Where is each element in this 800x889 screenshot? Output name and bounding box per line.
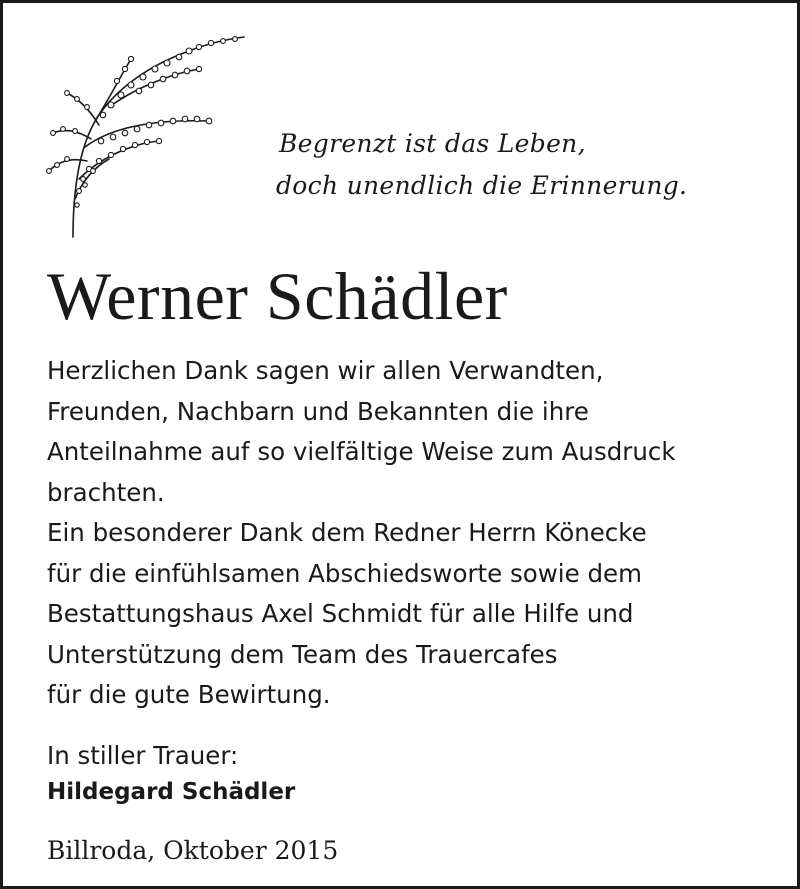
signer-name: Hildegard Schädler bbox=[47, 779, 296, 805]
thanks-text bbox=[47, 351, 767, 716]
thanks-line: für die gute Bewirtung. bbox=[47, 680, 331, 709]
verse-line-1: Begrenzt ist das Leben, bbox=[279, 129, 586, 158]
deceased-name: Werner Schädler bbox=[47, 258, 508, 334]
verse-quote bbox=[276, 123, 779, 207]
thanks-line: Herzlichen Dank sagen wir allen Verwandten, bbox=[47, 356, 604, 385]
branch-icon bbox=[39, 29, 249, 239]
mourning-intro: In stiller Trauer: bbox=[47, 741, 239, 770]
thanks-line: Bestattungshaus Axel Schmidt für alle Hilfe und bbox=[47, 599, 634, 628]
thanks-line: brachten. bbox=[47, 477, 165, 507]
thanks-line: Freunden, Nachbarn und Bekannten die ihre bbox=[47, 396, 589, 426]
thanks-line: für die einfühlsamen Abschiedsworte sowie dem bbox=[47, 558, 642, 588]
place-date: Billroda, Oktober 2015 bbox=[47, 836, 339, 865]
mourning-block bbox=[47, 737, 295, 811]
thanks-line: Anteilnahme auf so vielfältige Weise zum Ausdruck bbox=[47, 437, 676, 466]
thanks-line: Ein besonderer Dank dem Redner Herrn Könecke bbox=[47, 518, 647, 547]
verse-line-2: doch unendlich die Erinnerung. bbox=[276, 171, 688, 200]
thanks-line: Unterstützung dem Team des Trauercafes bbox=[47, 639, 558, 669]
